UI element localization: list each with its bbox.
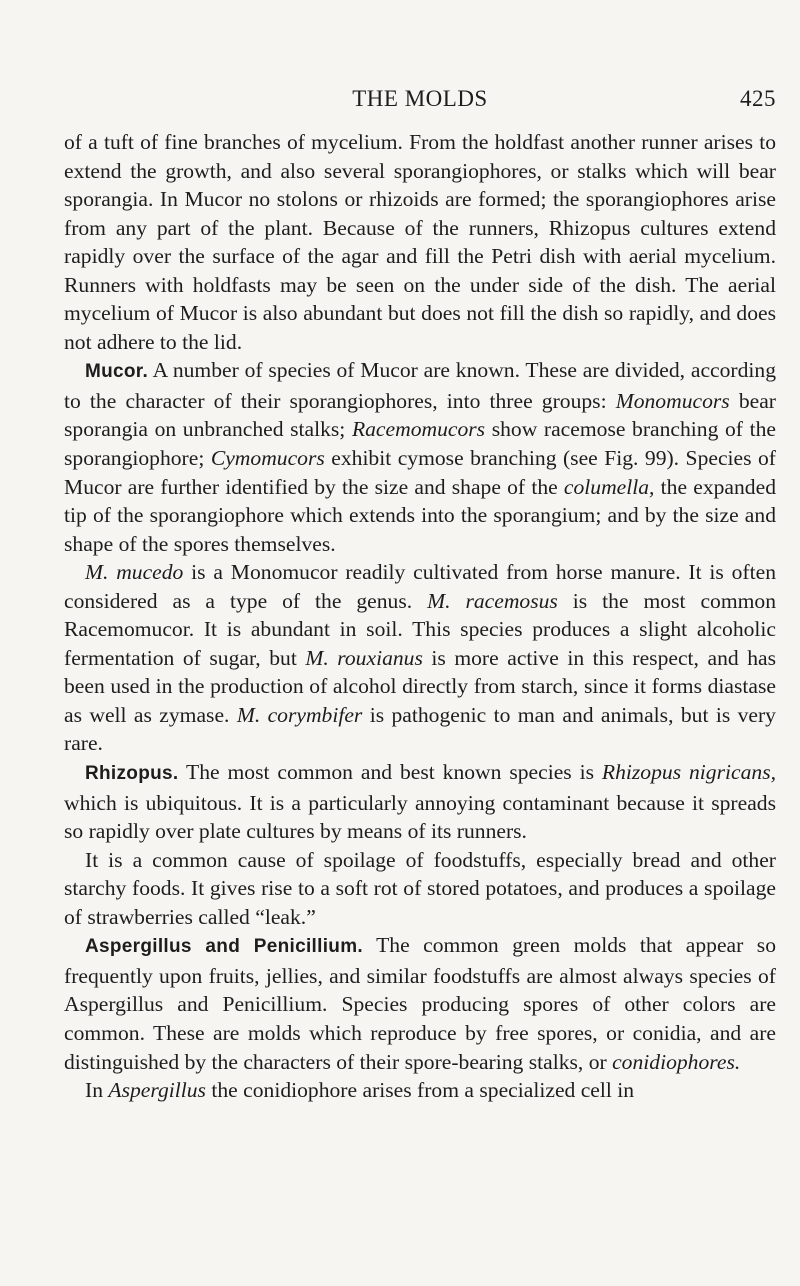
paragraph-text: is pathogenic to man and animals, but is very rare. (64, 702, 776, 756)
paragraph-rhizopus (64, 758, 776, 846)
species-rhizopus-nigricans: Rhizopus nigricans, (601, 760, 776, 785)
term-columella: columella, (563, 474, 655, 499)
paragraph-spoilage (64, 846, 776, 932)
paragraph-aspergillus-penicillium (64, 931, 776, 1076)
paragraph-mucor-species (64, 558, 776, 758)
section-heading-aspergillus-penicillium: Aspergillus and Penicillium. (85, 936, 363, 958)
paragraph-mucor (64, 356, 776, 558)
paragraph-holdfast-runners (64, 128, 776, 356)
paragraph-text: The common green molds that appear so frequently upon fruits, jellies, and similar foodstuffs are almost always species of Aspergillus and Penicillium. Species producing spores of other colors are common. These are molds which reproduce by free spores, or conidia, and are distinguished by the characters of their spore-bearing stalks, or (64, 933, 777, 1074)
genus-aspergillus: Aspergillus (108, 1078, 206, 1103)
running-head (64, 86, 776, 120)
body-text (64, 128, 776, 1105)
paragraph-text: is the most common Racemomucor. It is abundant in soil. This species produces a slight alcoholic fermentation of sugar, but (64, 588, 777, 670)
species-m-racemosus: M. racemosus (427, 588, 558, 613)
section-heading-mucor: Mucor. (85, 361, 149, 383)
paragraph-text: is a Monomucor readily cultivated from horse manure. It is often considered as a type of the genus. (64, 560, 776, 613)
page-number: 425 (740, 86, 776, 111)
term-racemomucors: Racemomucors (351, 417, 486, 442)
paragraph-text: show racemose branching of the sporangiophore; (64, 417, 776, 471)
paragraph-text: which is ubiquitous. It is a particularly annoying contaminant because it spreads so rapidly over plate cultures by means of its runners. (64, 790, 776, 844)
section-heading-rhizopus: Rhizopus. (85, 763, 179, 785)
paragraph-text: the conidiophore arises from a specialized cell in (205, 1078, 635, 1103)
paragraph-text: is more active in this respect, and has been used in the production of alcohol directly from starch, since it forms diastase as well as zymase. (64, 645, 776, 727)
paragraph-aspergillus (64, 1076, 776, 1105)
running-title: THE MOLDS (352, 86, 488, 111)
paragraph-text: In (85, 1078, 109, 1103)
paragraph-text: bear sporangia on unbranched stalks; (64, 388, 776, 442)
paragraph-text: A number of species of Mucor are known. These are divided, according to the character of their sporangiophores, into three groups: (64, 358, 776, 413)
term-conidiophores: conidiophores. (612, 1049, 741, 1074)
species-m-mucedo: M. mucedo (85, 560, 184, 585)
species-m-corymbifer: M. corymbifer (236, 702, 363, 727)
paragraph-text: The most common and best known species is (178, 760, 602, 785)
term-monomucors: Monomucors (615, 388, 730, 413)
paragraph-text: of a tuft of fine branches of mycelium. From the holdfast another runner arises to extend the growth, and also several sporangiophores, or stalks which will bear sporangia. In Mucor no stolons or rhizoids are formed; the sporangiophores arise from any part of the plant. Because of the runners, Rhizopus cultures extend rapidly over the surface of the agar and fill the Petri dish with aerial mycelium. Runners with holdfasts may be seen on the under side of the dish. The aerial mycelium of Mucor is also abundant but does not fill the dish so rapidly, and does not adhere to the lid. (64, 130, 776, 354)
paragraph-text: the expanded tip of the sporangiophore which extends into the sporangium; and by the size and shape of the spores themselves. (64, 474, 776, 556)
paragraph-text: It is a common cause of spoilage of foodstuffs, especially bread and other starchy foods. It gives rise to a soft rot of stored potatoes, and produces a spoilage of strawberries called “leak.” (64, 847, 776, 929)
species-m-rouxianus: M. rouxianus (305, 645, 423, 670)
paragraph-text: exhibit cymose branching (see Fig. 99). Species of Mucor are further identified by the size and shape of the (64, 446, 776, 499)
term-cymomucors: Cymomucors (210, 446, 325, 471)
